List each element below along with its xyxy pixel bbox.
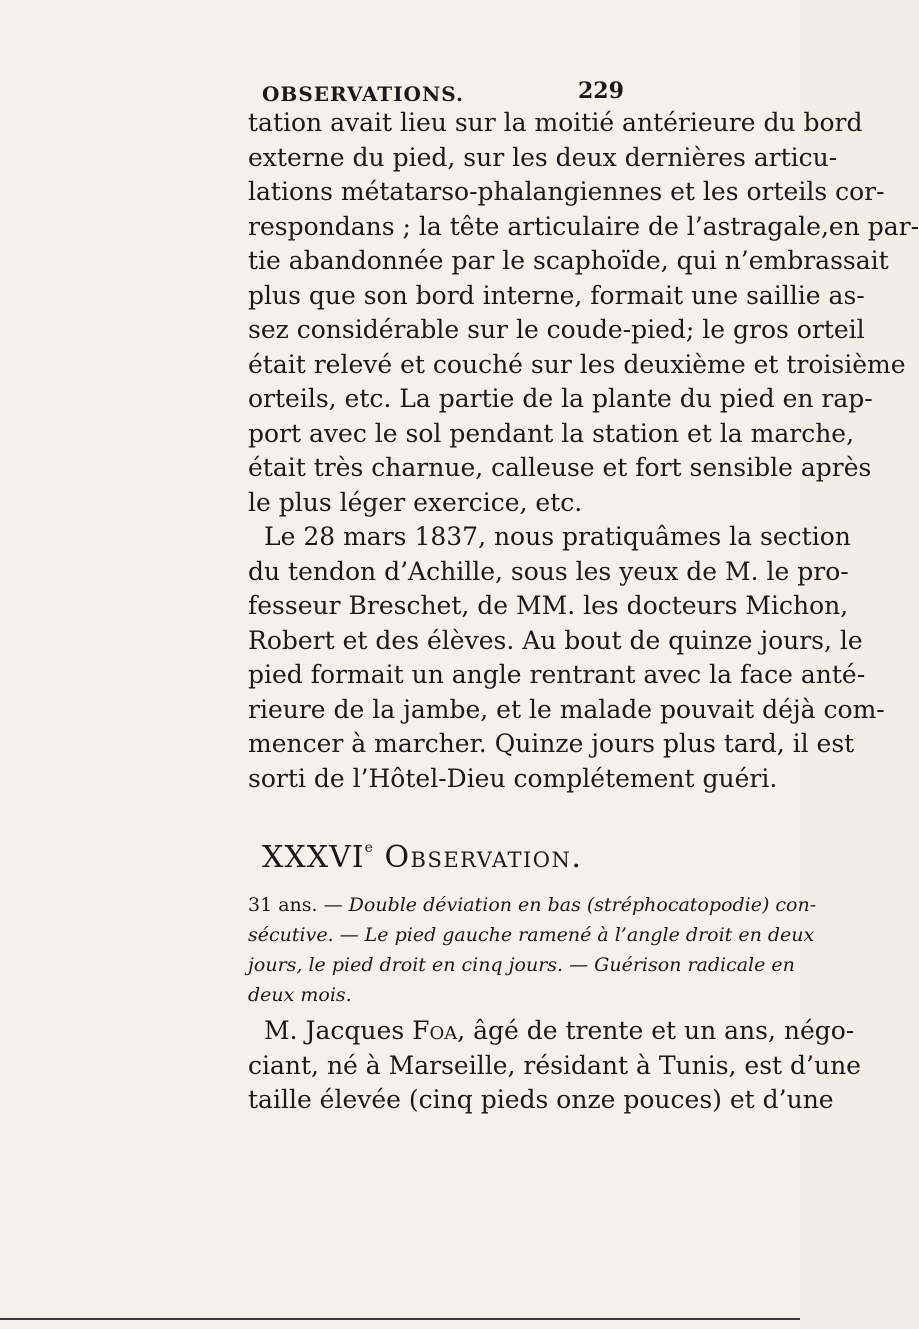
text-line: du tendon d’Achille, sous les yeux de M. le pro- [248,556,849,586]
summary-line: sécutive. — Le pied gauche ramené à l’angle droit en deux [248,924,815,946]
summary-line [248,890,817,920]
text-line: Robert et des élèves. Au bout de quinze jours, le [248,625,863,655]
running-title: OBSERVATIONS. [262,82,464,106]
text-line: port avec le sol pendant la station et la marche, [248,418,855,448]
body-text-bottom [248,1014,861,1118]
text-segment: M. Jacques [264,1016,413,1045]
text-line: sez considérable sur le coude-pied; le gros orteil [248,315,865,344]
text-line: orteils, etc. La partie de la plante du pied en rap- [248,384,873,413]
text-line: tation avait lieu sur la moitié antérieure du bord [248,108,863,137]
text-line: Le 28 mars 1837, nous pratiquâmes la section [264,522,851,551]
text-line: pied formait un angle rentrant avec la face anté- [248,660,866,689]
text-line: respondans ; la tête articulaire de l’astragale,en par- [248,211,919,241]
text-line: tie abandonnée par le scaphoïde, qui n’embrassait [248,246,889,275]
page-number: 229 [578,78,624,104]
summary-line: jours, le pied droit en cinq jours. — Guérison radicale en [248,954,795,976]
text-line: mencer à marcher. Quinze jours plus tard, il est [248,729,855,758]
observation-heading [262,840,582,875]
bottom-edge-rule [0,1318,800,1320]
text-line [248,1014,855,1049]
text-line: taille élevée (cinq pieds onze pouces) et d’une [248,1085,834,1114]
text-line: plus que son bord interne, formait une saillie as- [248,280,865,310]
text-line: était relevé et couché sur les deuxième et troisième [248,349,906,379]
observation-label: Observation. [384,840,583,875]
patient-name: Foa [412,1016,458,1045]
text-line: lations métatarso-phalangiennes et les orteils cor- [248,177,885,206]
text-line: externe du pied, sur les deux dernières articu- [248,142,838,172]
text-line: était très charnue, calleuse et fort sensible après [248,453,872,482]
summary-line: deux mois. [248,984,352,1006]
text-segment: , âgé de trente et un ans, négo- [457,1016,855,1045]
observation-summary [248,890,817,1010]
observation-superscript: e [364,840,374,856]
text-line: rieure de la jambe, et le malade pouvait déjà com- [248,694,885,724]
text-line: le plus léger exercice, etc. [248,487,583,517]
summary-text: — Double déviation en bas (stréphocatopodie) con- [317,894,817,916]
text-line: ciant, né à Marseille, résidant à Tunis, est d’une [248,1050,861,1080]
observation-number: XXXVI [262,840,365,875]
text-line: sorti de l’Hôtel-Dieu complétement guéri. [248,763,778,793]
body-text-top [248,106,919,796]
text-line: fesseur Breschet, de MM. les docteurs Michon, [248,591,849,620]
patient-age: 31 ans. [248,894,318,916]
